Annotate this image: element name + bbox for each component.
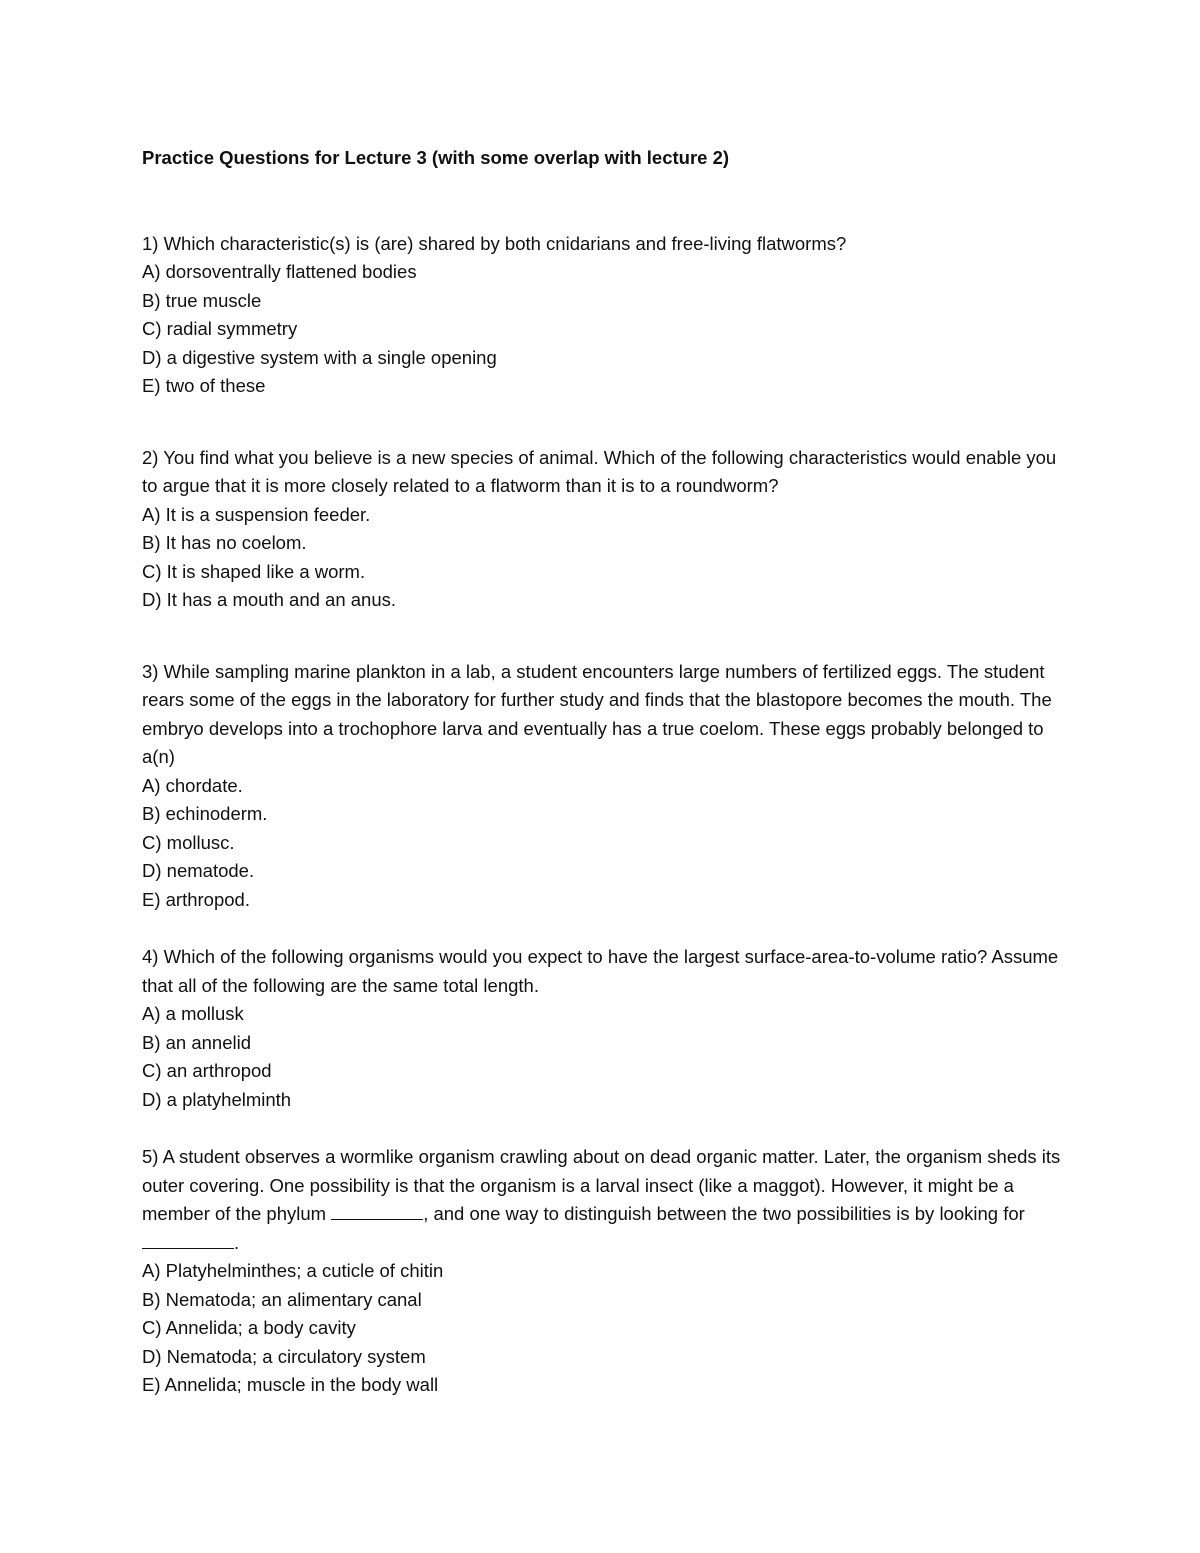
answer-option: A) Platyhelminthes; a cuticle of chitin	[142, 1260, 444, 1281]
question-number: 4)	[142, 946, 159, 967]
question-text: Which characteristic(s) is (are) shared by both cnidarians and free-living flatworms?	[163, 232, 847, 254]
answer-option: A) chordate.	[142, 774, 243, 796]
answer-option: C) radial symmetry	[142, 318, 298, 339]
spacer	[142, 1114, 1072, 1143]
question-stem	[142, 444, 1072, 501]
answer-options	[142, 258, 1072, 401]
spacer	[142, 615, 1072, 658]
question-3	[142, 658, 1072, 915]
answer-option: A) a mollusk	[142, 1003, 244, 1024]
answer-option: D) Nematoda; a circulatory system	[142, 1345, 426, 1367]
answer-option: B) true muscle	[142, 289, 262, 311]
answer-option: D) nematode.	[142, 860, 255, 881]
question-5	[142, 1143, 1072, 1400]
question-stem	[142, 230, 1072, 259]
answer-option: C) mollusc.	[142, 831, 235, 853]
question-stem	[142, 943, 1072, 1000]
answer-option: D) It has a mouth and an anus.	[142, 589, 397, 610]
answer-options	[142, 1257, 1072, 1400]
question-number: 2)	[142, 446, 159, 468]
document-title: Practice Questions for Lecture 3 (with some overlap with lecture 2)	[142, 147, 730, 168]
question-text: A student observes a wormlike organism crawling about on dead organic matter. Later, the organism sheds its outer covering. One possibility is that the organism is a larval insect (like a maggot). However, it might be a member of the phylum	[142, 1146, 1061, 1224]
question-2	[142, 444, 1072, 615]
fill-in-blank	[331, 1203, 423, 1220]
question-4	[142, 943, 1072, 1114]
document-page	[142, 144, 1072, 1400]
fill-in-blank	[142, 1232, 234, 1249]
answer-option: E) two of these	[142, 375, 266, 396]
answer-option: E) Annelida; muscle in the body wall	[142, 1374, 439, 1395]
question-stem	[142, 1143, 1072, 1257]
answer-option: B) an annelid	[142, 1031, 252, 1053]
answer-option: B) echinoderm.	[142, 803, 268, 824]
answer-option: D) a platyhelminth	[142, 1088, 292, 1110]
question-stem	[142, 658, 1072, 772]
answer-option: E) arthropod.	[142, 888, 250, 910]
answer-option: D) a digestive system with a single opening	[142, 346, 497, 368]
question-text: Which of the following organisms would you expect to have the largest surface-area-to-volume ratio? Assume that all of the following are the same total length.	[142, 946, 1059, 996]
spacer	[142, 914, 1072, 943]
answer-options	[142, 1000, 1072, 1114]
answer-option: A) dorsoventrally flattened bodies	[142, 261, 417, 282]
answer-option: B) It has no coelom.	[142, 532, 307, 553]
answer-option: C) an arthropod	[142, 1060, 272, 1081]
answer-option: C) Annelida; a body cavity	[142, 1317, 356, 1338]
answer-options	[142, 501, 1072, 615]
question-text: While sampling marine plankton in a lab, a student encounters large numbers of fertilized eggs. The student rears some of the eggs in the laboratory for further study and finds that the blastopore becomes the mouth. The embryo develops into a trochophore larva and eventually has a true coelom. These eggs probably belonged to a(n)	[142, 660, 1052, 767]
question-number: 3)	[142, 660, 159, 682]
answer-option: A) It is a suspension feeder.	[142, 503, 371, 525]
question-text: You find what you believe is a new species of animal. Which of the following characteristics would enable you to argue that it is more closely related to a flatworm than it is to a roundworm?	[142, 446, 1057, 496]
question-text: , and one way to distinguish between the two possibilities is by looking for	[423, 1203, 1025, 1224]
answer-options	[142, 772, 1072, 915]
question-1	[142, 230, 1072, 401]
question-number: 5)	[142, 1146, 159, 1167]
question-number: 1)	[142, 232, 159, 254]
spacer	[142, 401, 1072, 444]
answer-option: C) It is shaped like a worm.	[142, 560, 366, 582]
question-text: .	[234, 1231, 240, 1253]
answer-option: B) Nematoda; an alimentary canal	[142, 1288, 422, 1310]
